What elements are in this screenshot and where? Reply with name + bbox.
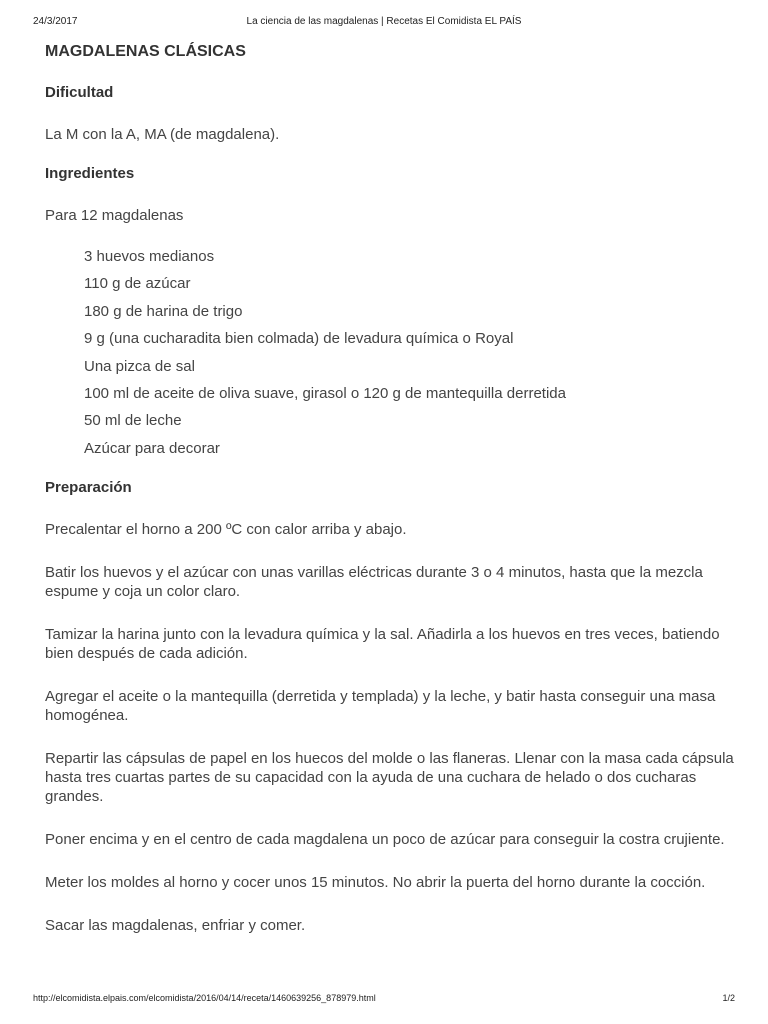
preparation-step: Batir los huevos y el azúcar con unas varillas eléctricas durante 3 o 4 minutos, hasta que la mezcla espume y coja un color claro. [45,564,703,601]
ingredient-item: 180 g de harina de trigo [84,302,243,320]
print-date: 24/3/2017 [33,16,78,27]
ingredient-item: 50 ml de leche [84,412,182,430]
servings-text: Para 12 magdalenas [45,207,184,224]
difficulty-heading: Dificultad [45,84,114,101]
ingredients-list [45,247,735,466]
ingredient-item: 110 g de azúcar [84,275,191,293]
ingredient-item: 3 huevos medianos [84,248,215,265]
print-page-title: La ciencia de las magdalenas | Recetas El Comidista EL PAÍS [246,16,522,27]
preparation-step: Agregar el aceite o la mantequilla (derretida y templada) y la leche, y batir hasta conseguir una masa homogénea. [45,688,716,725]
ingredient-item: Azúcar para decorar [84,439,220,457]
preparation-step: Meter los moldes al horno y cocer unos 15 minutos. No abrir la puerta del horno durante la cocción. [45,874,706,892]
print-header [33,16,735,30]
preparation-step: Sacar las magdalenas, enfriar y comer. [45,917,306,935]
print-url: http://elcomidista.elpais.com/elcomidista/2016/04/14/receta/1460639256_878979.html [33,993,376,1003]
preparation-heading: Preparación [45,479,132,497]
recipe-content [45,41,735,935]
ingredient-item: Una pizca de sal [84,357,195,375]
ingredient-item: 100 ml de aceite de oliva suave, girasol o 120 g de mantequilla derretida [84,384,566,402]
preparation-step: Repartir las cápsulas de papel en los huecos del molde o las flaneras. Llenar con la masa cada cápsula hasta tres cuartas partes de su capacidad con la ayuda de una cuchara de helado o dos cucharas grandes. [45,750,734,806]
ingredients-heading: Ingredientes [45,165,135,182]
difficulty-text: La M con la A, MA (de magdalena). [45,126,280,143]
print-footer [33,993,735,1007]
ingredient-item: 9 g (una cucharadita bien colmada) de levadura química o Royal [84,330,514,348]
recipe-title: MAGDALENAS CLÁSICAS [45,43,246,60]
preparation-step: Precalentar el horno a 200 ºC con calor arriba y abajo. [45,521,407,539]
print-page-number: 1/2 [722,993,735,1003]
preparation-step: Poner encima y en el centro de cada magdalena un poco de azúcar para conseguir la costra crujiente. [45,831,725,849]
preparation-step: Tamizar la harina junto con la levadura química y la sal. Añadirla a los huevos en tres veces, batiendo bien después de cada adición. [45,626,720,663]
